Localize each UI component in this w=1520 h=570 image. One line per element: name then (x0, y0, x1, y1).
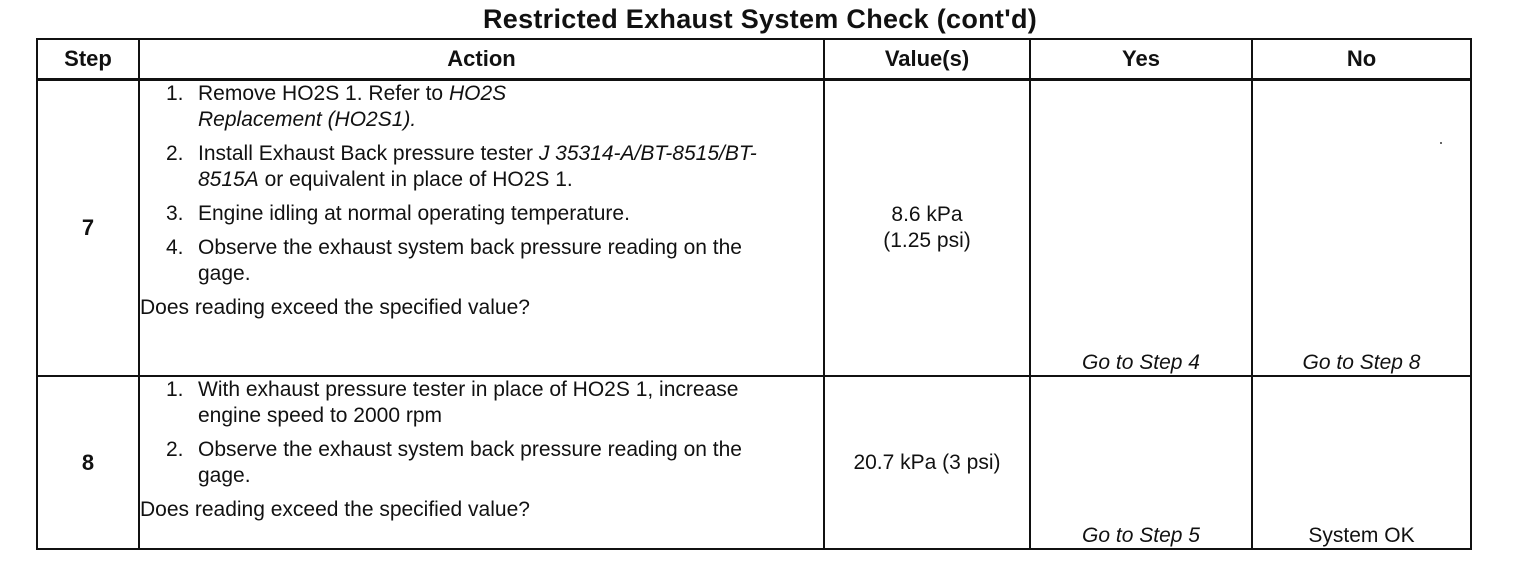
value-cell (824, 80, 1030, 377)
action-list (140, 377, 823, 489)
item-number: 2. (166, 438, 184, 462)
question-text: Does reading exceed the specified value? (140, 296, 530, 319)
item-text-after: or equivalent in place of HO2S 1. (258, 168, 573, 191)
yes-cell (1030, 80, 1252, 377)
item-number: 1. (166, 82, 184, 105)
value-kpa: 20.7 kPa (3 psi) (853, 450, 1001, 474)
no-link[interactable]: Go to Step 8 (1302, 351, 1421, 375)
item-text: Observe the exhaust system back pressure reading on the gage. (198, 236, 742, 285)
list-item (140, 81, 618, 133)
step-number: 7 (37, 80, 139, 377)
header-values: Value(s) (824, 39, 1030, 80)
check-table (36, 38, 1472, 550)
item-text: With exhaust pressure tester in place of HO2S 1, increase engine speed to 2000 rpm (198, 378, 739, 428)
tool-number: J 35314-A/BT-8515/BT-8515A (198, 142, 757, 191)
list-item (140, 377, 796, 429)
header-no: No (1252, 39, 1471, 80)
no-result: System OK (1308, 524, 1415, 547)
item-number: 1. (166, 378, 184, 402)
step-number: 8 (37, 376, 139, 549)
action-cell (139, 376, 824, 549)
document-title: Restricted Exhaust System Check (cont'd) (482, 4, 1038, 34)
item-text: Engine idling at normal operating temperature. (198, 202, 630, 225)
question-text: Does reading exceed the specified value? (140, 498, 530, 522)
yes-cell (1030, 376, 1252, 549)
item-number: 2. (166, 142, 184, 165)
item-text: Observe the exhaust system back pressure reading on the gage. (198, 438, 742, 488)
value-psi: (1.25 psi) (883, 229, 971, 253)
no-cell (1252, 376, 1471, 549)
item-number: 4. (166, 236, 184, 259)
yes-link[interactable]: Go to Step 5 (1082, 524, 1200, 547)
item-text: Install Exhaust Back pressure tester (198, 142, 539, 165)
yes-link[interactable]: Go to Step 4 (1082, 351, 1200, 375)
value-kpa: 8.6 kPa (891, 203, 963, 227)
value-cell (824, 376, 1030, 549)
list-item (140, 235, 796, 287)
item-number: 3. (166, 202, 184, 225)
list-item (140, 141, 796, 193)
header-row (37, 39, 1471, 80)
header-yes: Yes (1030, 39, 1252, 80)
scan-speck (1440, 142, 1442, 144)
no-cell (1252, 80, 1471, 377)
item-reference: HO2S Replacement (HO2S1). (198, 82, 507, 131)
header-action: Action (139, 39, 824, 80)
table-row (37, 376, 1471, 549)
action-cell (139, 80, 824, 377)
list-item (140, 201, 823, 227)
table-row (37, 80, 1471, 377)
item-text: Remove HO2S 1. Refer to (198, 82, 449, 105)
header-step: Step (37, 39, 139, 80)
action-list (140, 81, 823, 287)
list-item (140, 437, 796, 489)
